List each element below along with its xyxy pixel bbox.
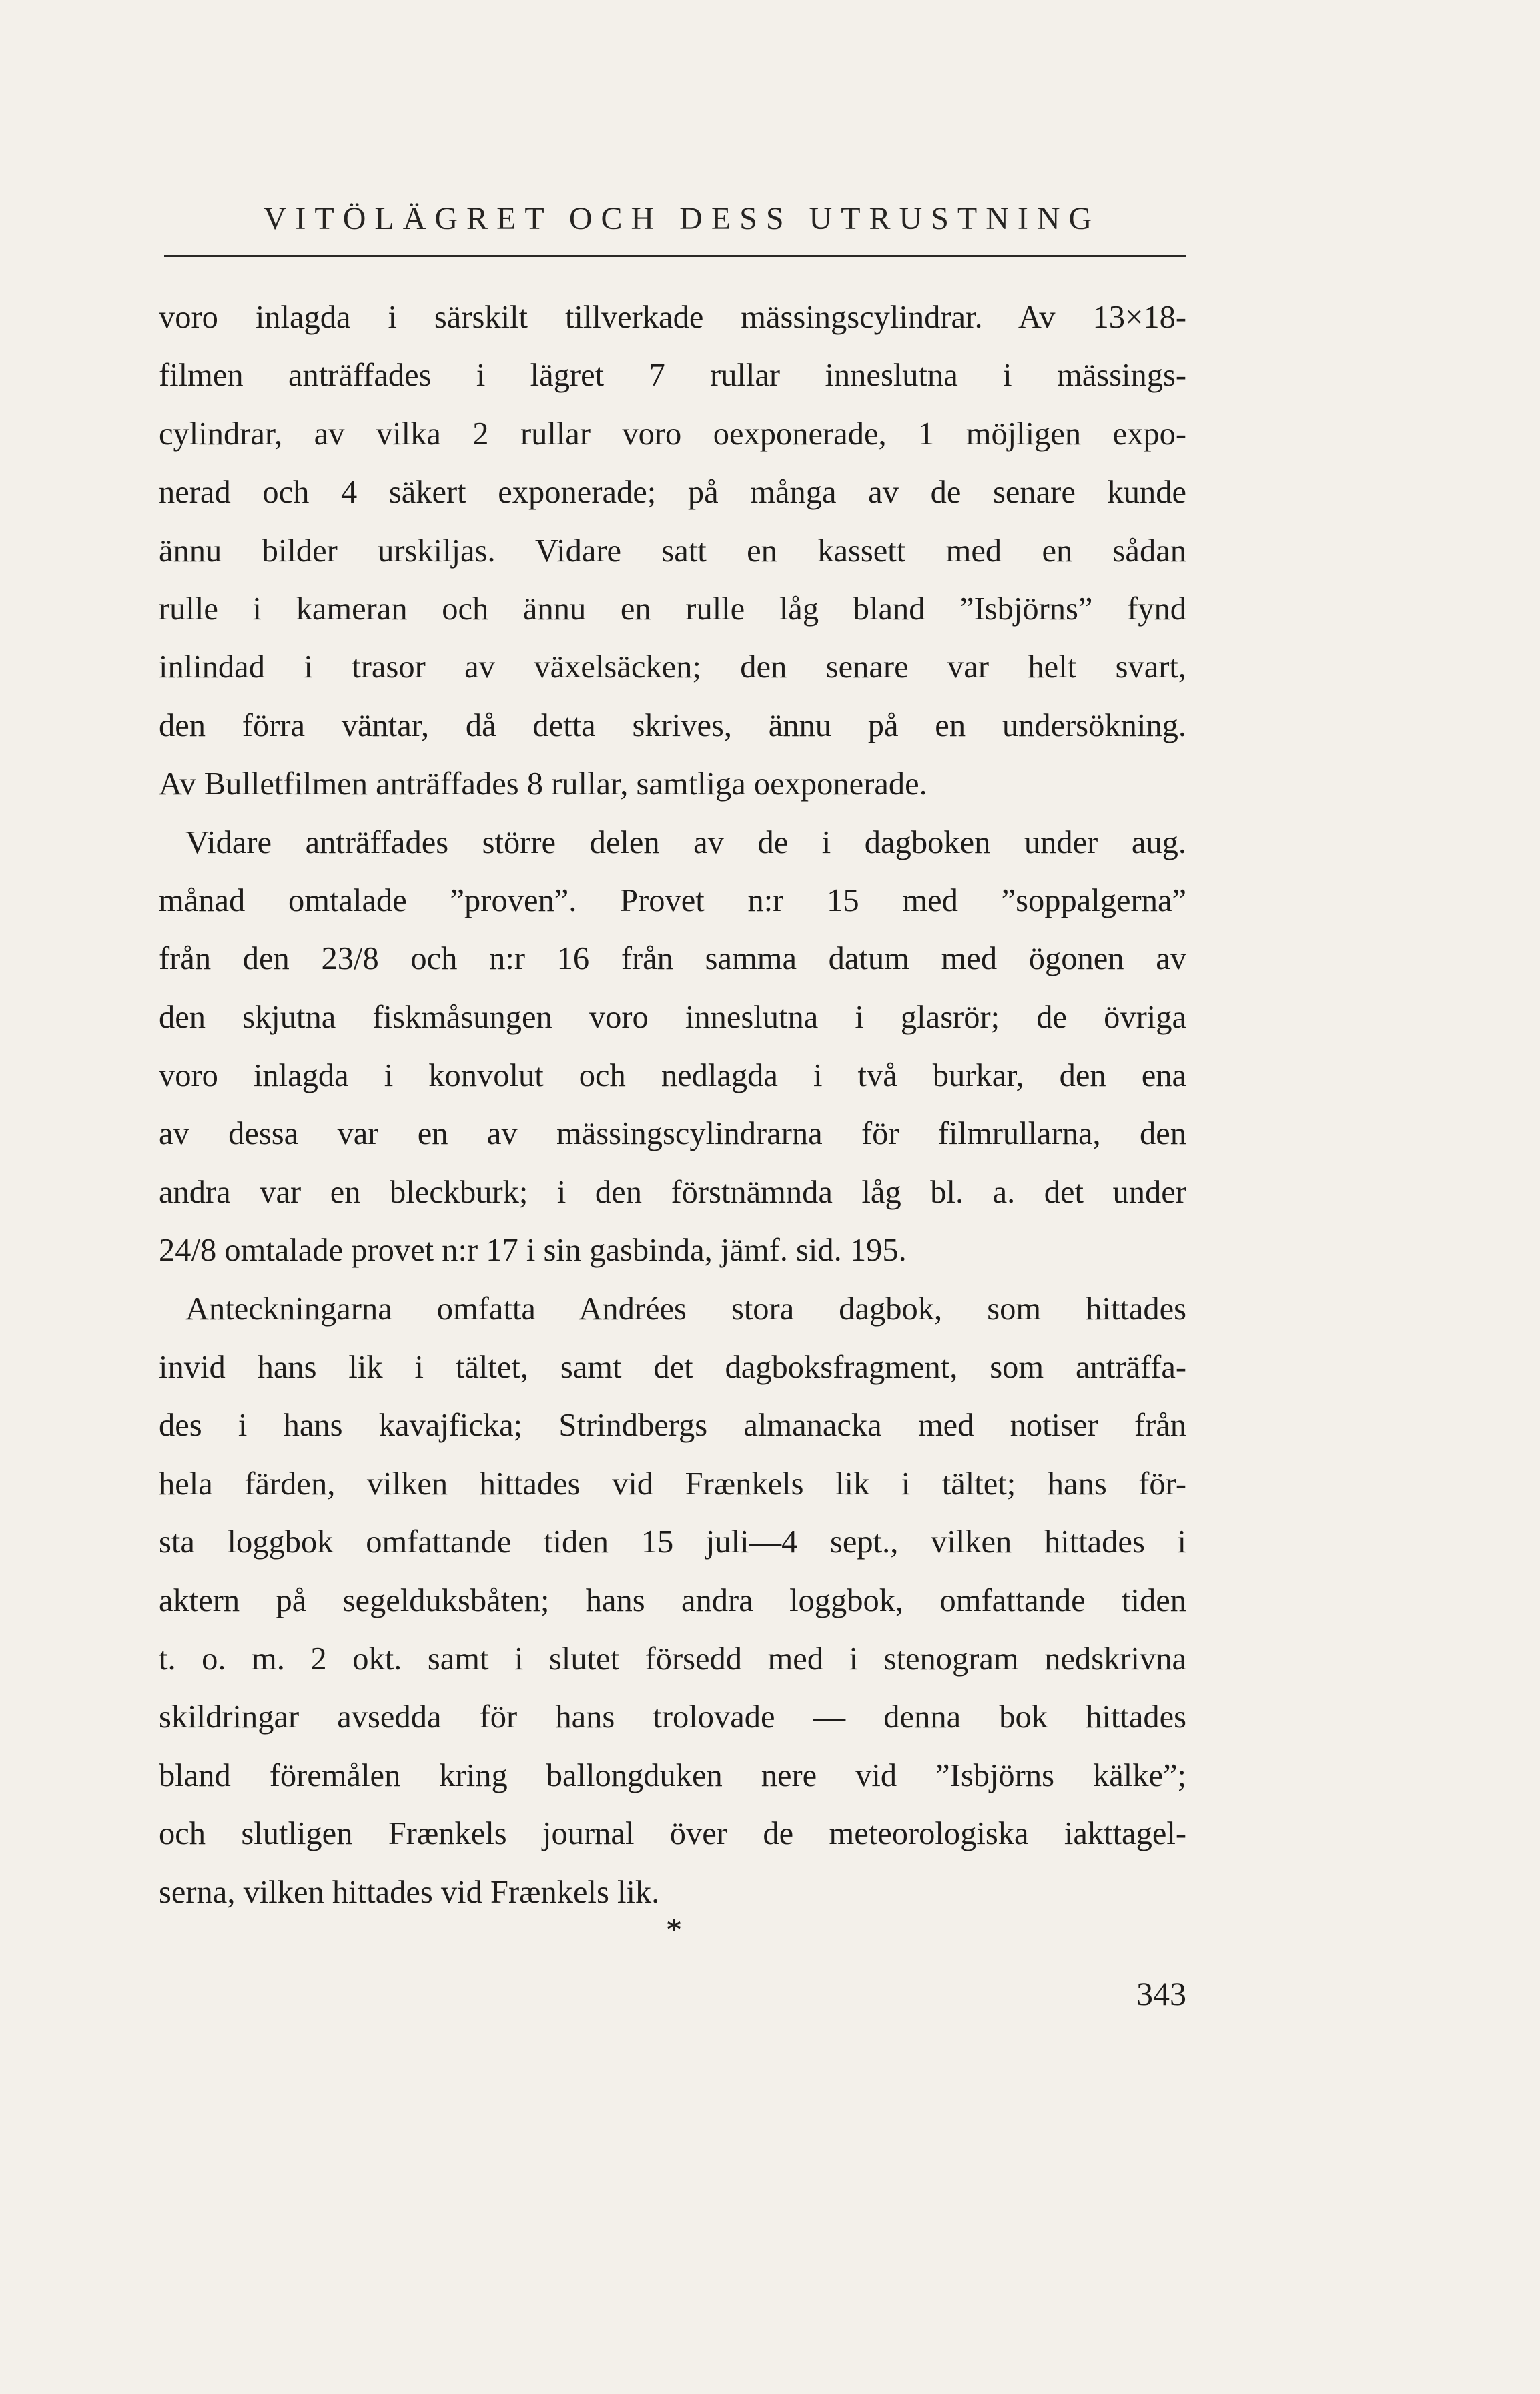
text-line: voro inlagda i särskilt tillverkade mässingscylindrar. Av 13×18-: [159, 300, 1186, 335]
body-text: [159, 288, 1186, 1921]
text-line: skildringar avsedda för hans trolovade — denna bok hittades: [159, 1699, 1186, 1735]
text-line: 24/8 omtalade provet n:r 17 i sin gasbinda, jämf. sid. 195.: [159, 1233, 907, 1269]
running-head: VITÖLÄGRET OCH DESS UTRUSTNING: [263, 201, 1101, 236]
text-line: den förra väntar, då detta skrives, ännu på en undersökning.: [159, 707, 1186, 743]
text-line: från den 23/8 och n:r 16 från samma datum med ögonen av: [159, 941, 1186, 977]
text-line: invid hans lik i tältet, samt det dagboksfragment, som anträffa-: [159, 1350, 1186, 1386]
text-line: bland föremålen kring ballongduken nere vid ”Isbjörns kälke”;: [159, 1757, 1186, 1793]
text-line: Anteckningarna omfatta Andrées stora dagbok, som hittades: [185, 1291, 1186, 1327]
text-line: Av Bulletfilmen anträffades 8 rullar, samtliga oexponerade.: [159, 766, 927, 802]
text-line: inlindad i trasor av växelsäcken; den senare var helt svart,: [159, 649, 1186, 685]
text-line: voro inlagda i konvolut och nedlagda i två burkar, den ena: [159, 1058, 1186, 1094]
text-line: och slutligen Frænkels journal över de meteorologiska iakttagel-: [159, 1816, 1186, 1852]
text-line: månad omtalade ”proven”. Provet n:r 15 med ”soppalgerna”: [159, 882, 1186, 918]
text-line: nerad och 4 säkert exponerade; på många av de senare kunde: [159, 475, 1186, 511]
text-line: sta loggbok omfattande tiden 15 juli—4 sept., vilken hittades i: [159, 1524, 1186, 1560]
text-line: Vidare anträffades större delen av de i dagboken under aug.: [185, 824, 1186, 860]
page-number: 343: [1136, 1975, 1186, 2012]
header-rule: [164, 255, 1186, 257]
text-line: av dessa var en av mässingscylindrarna för filmrullarna, den: [159, 1116, 1186, 1152]
text-line: ännu bilder urskiljas. Vidare satt en kassett med en sådan: [159, 533, 1186, 569]
text-line: hela färden, vilken hittades vid Frænkels lik i tältet; hans för-: [159, 1466, 1186, 1502]
text-line: andra var en bleckburk; i den förstnämnda låg bl. a. det under: [159, 1174, 1186, 1210]
text-line: serna, vilken hittades vid Frænkels lik.: [159, 1874, 660, 1910]
section-break-asterisk: *: [665, 1911, 683, 1948]
text-line: des i hans kavajficka; Strindbergs almanacka med notiser från: [159, 1408, 1186, 1444]
text-line: filmen anträffades i lägret 7 rullar inneslutna i mässings-: [159, 358, 1186, 394]
text-line: t. o. m. 2 okt. samt i slutet försedd med i stenogram nedskrivna: [159, 1640, 1186, 1677]
text-line: rulle i kameran och ännu en rulle låg bland ”Isbjörns” fynd: [159, 591, 1186, 627]
text-line: den skjutna fiskmåsungen voro inneslutna i glasrör; de övriga: [159, 999, 1186, 1035]
text-line: cylindrar, av vilka 2 rullar voro oexponerade, 1 möjligen expo-: [159, 416, 1186, 452]
text-line: aktern på segelduksbåten; hans andra loggbok, omfattande tiden: [159, 1582, 1186, 1618]
